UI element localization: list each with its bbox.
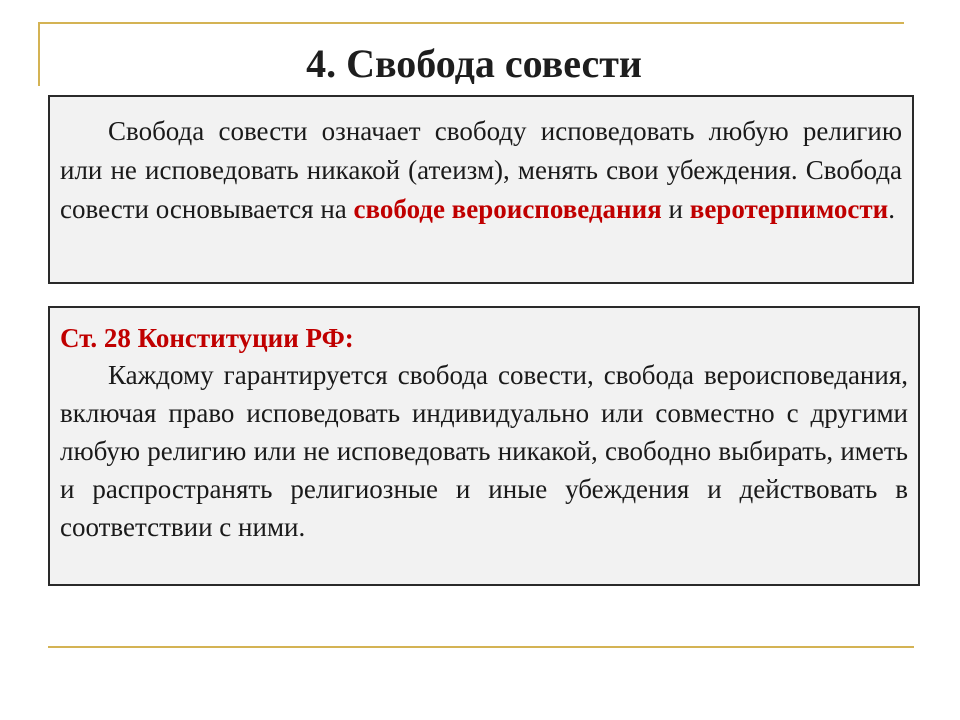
definition-text: Свобода совести означает свободу исповедовать любую религию или не исповедовать никакой (атеизм), менять свои убеждения. Свобода совести основывается на	[60, 116, 902, 224]
frame-bottom-line	[48, 646, 914, 648]
constitution-box	[48, 306, 920, 586]
definition-conjunction: и	[661, 194, 690, 224]
frame-top-line	[38, 22, 904, 24]
definition-paragraph	[60, 112, 902, 229]
term-tolerance: веротерпимости	[689, 194, 889, 224]
constitution-text: Каждому гарантируется свобода совести, свобода вероисповедания, включая право исповедовать индивидуально или совместно с другими любую религию или не исповедовать никакой, свободно выбирать, иметь и распространять религиозные и иные убеждения и действовать в соответствии с ними.	[60, 360, 908, 542]
term-freedom-of-religion: свободе вероисповедания	[353, 194, 662, 224]
definition-box	[48, 95, 914, 284]
definition-end: .	[888, 194, 895, 224]
slide-title: 4. Свобода совести	[306, 41, 642, 86]
constitution-heading: Ст. 28 Конституции РФ:	[60, 323, 354, 353]
